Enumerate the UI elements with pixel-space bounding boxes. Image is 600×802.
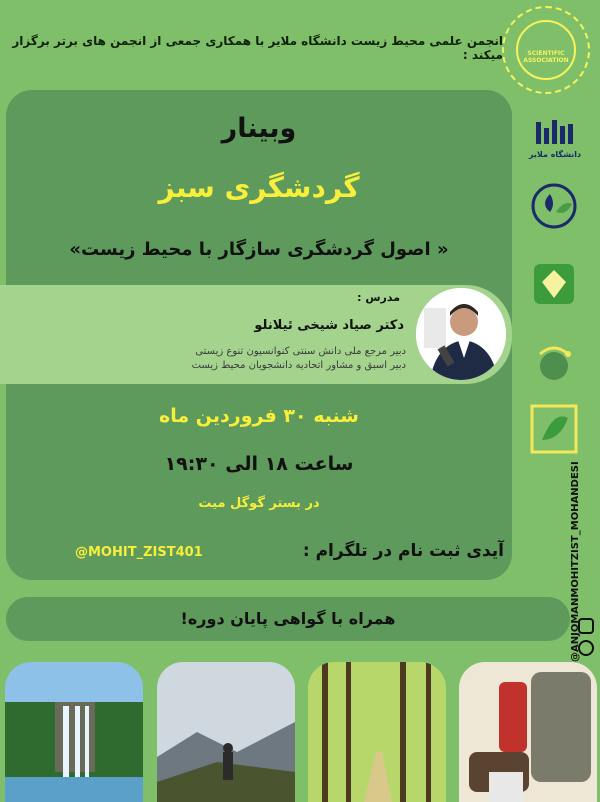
event-time: ساعت ۱۸ الی ۱۹:۳۰: [164, 453, 354, 475]
photo-waterfall: [5, 662, 143, 802]
instagram-icon: [578, 618, 594, 634]
university-logo-text: دانشگاه ملایر: [528, 150, 582, 159]
event-platform: در بستر گوگل میت: [198, 496, 320, 511]
event-subtitle: « اصول گردشگری سازگار با محیط زیست»: [69, 239, 449, 260]
association-logo-square: [530, 404, 578, 460]
badge-text: SCIENTIFIC ASSOCIATION: [523, 50, 569, 64]
event-date: شنبه ۳۰ فروردین ماه: [159, 405, 359, 427]
instructor-avatar: [416, 288, 506, 380]
association-logo-leaf: [530, 182, 578, 230]
photo-forest: [308, 662, 446, 802]
event-type: وبینار: [221, 113, 297, 144]
telegram-icon: [578, 640, 594, 656]
photo-gear: [459, 662, 597, 802]
event-title: گردشگری سبز: [158, 171, 360, 204]
header-text: انجمن علمی محیط زیست دانشگاه ملایر با همکاری جمعی از انجمن های برتر برگزار میکند :: [12, 34, 503, 62]
side-handle: @ANJOMANMOHITZIST_MOHANDESI: [570, 461, 581, 662]
association-logo-green: [530, 260, 578, 308]
instructor-desc-1: دبیر مرجع ملی دانش سنتی کنوانسیون تنوع زیستی: [195, 346, 406, 357]
top-badge: [502, 6, 590, 94]
telegram-handle[interactable]: @MOHIT_ZIST401: [75, 545, 203, 560]
certificate-banner: همراه با گواهی پایان دوره!: [6, 597, 570, 641]
instructor-desc-2: دبیر اسبق و مشاور اتحادیه دانشجویان محیط زیست: [191, 360, 406, 371]
association-logo-earth: [530, 340, 578, 388]
registration-label: آیدی ثبت نام در تلگرام :: [302, 541, 504, 561]
photo-hiker: [157, 662, 295, 802]
instructor-label: مدرس :: [357, 291, 400, 304]
instructor-name: دکتر صیاد شیخی ئیلانلو: [254, 318, 404, 333]
